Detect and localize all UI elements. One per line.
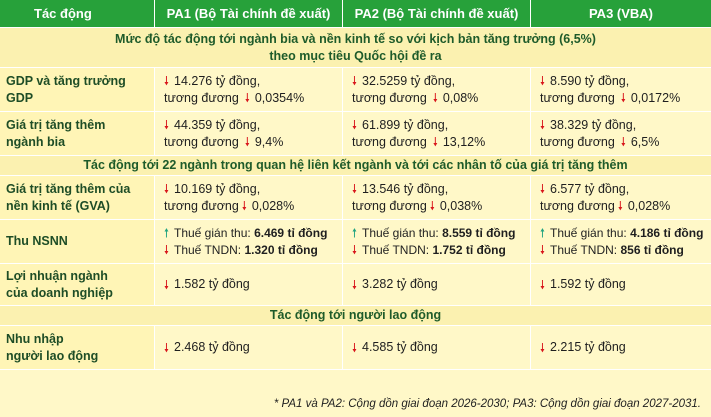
header-pa2: PA2 (Bộ Tài chính đề xuất): [343, 0, 531, 27]
arrow-down-icon: 🠗: [432, 91, 438, 105]
pa3-cell: 🠕 Thuế gián thu: 4.186 tỉ đồng 🠗 Thuế TNDN: 856 tỉ đồng: [531, 220, 711, 263]
arrow-down-icon: 🠗: [620, 91, 626, 105]
pa3-cell: 🠗 2.215 tỷ đồng: [531, 326, 711, 369]
footnote: * PA1 và PA2: Cộng dồn giai đoạn 2026-2030; PA3: Cộng dồn giai đoạn 2027-2031.: [273, 398, 701, 410]
arrow-down-icon: 🠗: [351, 340, 358, 355]
pa2-cell: 🠕 Thuế gián thu: 8.559 tỉ đồng 🠗 Thuế TNDN: 1.752 tỉ đồng: [343, 220, 531, 263]
arrow-down-icon: 🠗: [163, 340, 170, 355]
pa1-cell: 🠗 2.468 tỷ đồng: [155, 326, 343, 369]
table-row-gdp: [0, 68, 711, 112]
arrow-down-icon: 🠗: [351, 243, 358, 257]
arrow-down-icon: 🠗: [539, 74, 546, 88]
arrow-up-icon: 🠕: [351, 226, 358, 240]
pa3-cell: 🠗 8.590 tỷ đồng, tương đương 🠗 0,0172%: [531, 68, 711, 111]
pa2-cell: 🠗 4.585 tỷ đồng: [343, 326, 531, 369]
pa2-cell: 🠗 13.546 tỷ đồng, tương đương 🠗 0,038%: [343, 176, 531, 219]
arrow-down-icon: 🠗: [351, 277, 358, 292]
table-row-state-budget: [0, 220, 711, 264]
table-row-gva: [0, 176, 711, 220]
arrow-down-icon: 🠗: [351, 182, 358, 196]
header-pa1: PA1 (Bộ Tài chính đề xuất): [155, 0, 343, 27]
row-label: Giá trị tăng thêm của nền kinh tế (GVA): [0, 176, 155, 219]
arrow-down-icon: 🠗: [163, 118, 170, 132]
row-label: Thu NSNN: [0, 220, 155, 263]
arrow-down-icon: 🠗: [539, 340, 546, 355]
row-label: Lợi nhuận ngành của doanh nghiệp: [0, 264, 155, 305]
pa3-cell: 🠗 6.577 tỷ đồng, tương đương 🠗 0,028%: [531, 176, 711, 219]
table-row-worker-income: [0, 326, 711, 370]
arrow-down-icon: 🠗: [241, 199, 247, 213]
arrow-up-icon: 🠕: [539, 226, 546, 240]
pa1-cell: 🠗 1.582 tỷ đồng: [155, 264, 343, 305]
section-heading-line2: theo mục tiêu Quốc hội đề ra: [269, 49, 442, 63]
header-pa3: PA3 (VBA): [588, 6, 654, 21]
pa1-cell: 🠗 14.276 tỷ đồng, tương đương 🠗 0,0354%: [155, 68, 343, 111]
table-row-profit: [0, 264, 711, 306]
arrow-down-icon: 🠗: [429, 199, 435, 213]
arrow-down-icon: 🠗: [432, 135, 438, 149]
pa1-cell: 🠕 Thuế gián thu: 6.469 tỉ đồng 🠗 Thuế TNDN: 1.320 tỉ đồng: [155, 220, 343, 263]
pa2-cell: 🠗 3.282 tỷ đồng: [343, 264, 531, 305]
arrow-down-icon: 🠗: [620, 135, 626, 149]
row-label: GDP và tăng trưởng GDP: [0, 68, 155, 111]
pa3-cell: 🠗 1.592 tỷ đồng: [531, 264, 711, 305]
arrow-down-icon: 🠗: [539, 118, 546, 132]
pa1-cell: 🠗 44.359 tỷ đồng, tương đương 🠗 9,4%: [155, 112, 343, 155]
arrow-down-icon: 🠗: [244, 91, 250, 105]
section-heading-22-sectors: Tác động tới 22 ngành trong quan hệ liên kết ngành và tới các nhân tố của giá trị tăng thêm: [0, 156, 711, 176]
arrow-down-icon: 🠗: [351, 74, 358, 88]
arrow-down-icon: 🠗: [163, 243, 170, 257]
row-label: Giá trị tăng thêm ngành bia: [0, 112, 155, 155]
section-heading-line1: Mức độ tác động tới ngành bia và nền kinh tế so với kịch bản tăng trưởng (6,5%): [115, 32, 596, 46]
arrow-down-icon: 🠗: [163, 74, 170, 88]
arrow-down-icon: 🠗: [163, 182, 170, 196]
section-heading-workers: Tác động tới người lao động: [0, 306, 711, 326]
header-impact: Tác động: [0, 0, 155, 27]
pa2-cell: 🠗 61.899 tỷ đồng, tương đương 🠗 13,12%: [343, 112, 531, 155]
arrow-down-icon: 🠗: [539, 243, 546, 257]
arrow-down-icon: 🠗: [163, 277, 170, 292]
pa3-cell: 🠗 38.329 tỷ đồng, tương đương 🠗 6,5%: [531, 112, 711, 155]
arrow-down-icon: 🠗: [539, 277, 546, 292]
arrow-down-icon: 🠗: [351, 118, 358, 132]
table-row-beer-value-added: [0, 112, 711, 156]
arrow-up-icon: 🠕: [163, 226, 170, 240]
row-label: Nhu nhập người lao động: [0, 326, 155, 369]
table-header: [0, 0, 711, 28]
pa1-cell: 🠗 10.169 tỷ đồng, tương đương 🠗 0,028%: [155, 176, 343, 219]
arrow-down-icon: 🠗: [617, 199, 623, 213]
pa2-cell: 🠗 32.5259 tỷ đồng, tương đương 🠗 0,08%: [343, 68, 531, 111]
section-heading-beer-economy: [0, 28, 711, 68]
arrow-down-icon: 🠗: [539, 182, 546, 196]
arrow-down-icon: 🠗: [244, 135, 250, 149]
